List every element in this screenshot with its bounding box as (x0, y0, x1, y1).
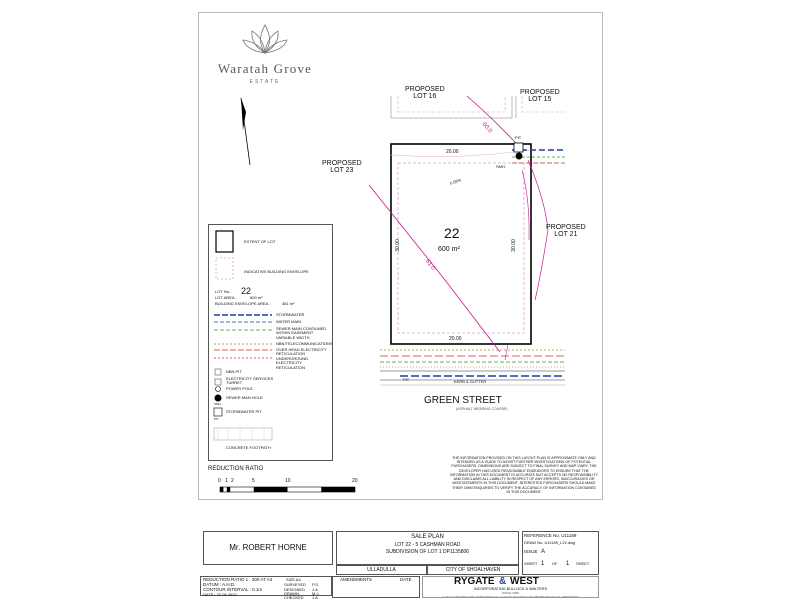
scale-tick-20: 20 (352, 478, 358, 484)
role-surveyed-who: P.S. (312, 582, 320, 587)
kerb-label: KERB & GUTTER (454, 379, 487, 384)
dim-left: 30.00 (394, 239, 401, 252)
legend-stormwater-pit: STORMWATER PIT (226, 409, 262, 414)
sheet-label-2: SHEET (576, 561, 590, 566)
amendments-label: AMENDMENTS (340, 577, 373, 582)
date-info: DATE : 22.06.2022 (203, 592, 237, 597)
legend-lot-area-label: LOT AREA - (215, 295, 237, 300)
slope-label: 5.56% (449, 177, 462, 186)
size-info: SIZE A4 (286, 577, 301, 582)
dim-top: 20.00 (446, 149, 459, 155)
smh-label: SMH (496, 164, 505, 169)
issue-value: A (541, 549, 546, 555)
of-label: OF (552, 561, 558, 566)
dim-bottom: 20.00 (449, 336, 462, 342)
drawing-no: DRAW No. U11189_L22.dwg (524, 540, 576, 545)
legend-overhead: OVER HEAD ELECTRICITY RETICULATION (276, 347, 327, 357)
legend-underground: UNDERGROUND ELECTRICITY RETICULATION (276, 356, 308, 370)
legend-env-area-label: BUILDING ENVELOPE AREA - (215, 301, 271, 306)
locality: ULLADULLA (367, 567, 396, 573)
lot-21-label: PROPOSED LOT 21 (546, 224, 586, 238)
firm-name-left: RYGATE (454, 576, 495, 587)
legend-power-pole: POWER POLE (226, 386, 253, 391)
scale-title: REDUCTION RATIO (208, 466, 264, 472)
legend-stormwater: STORMWATER (276, 312, 305, 317)
role-checked-who: J.A. (312, 595, 319, 600)
legend-nbn-pit: NBN PIT (226, 369, 242, 374)
role-surveyed: SURVEYED (284, 582, 306, 587)
legend-nbn: NBN/TELECOMMUNICATIONS (276, 341, 333, 346)
legend-lot-area: 600 m² (250, 295, 263, 300)
street-name: GREEN STREET (424, 395, 502, 406)
sale-plan-title: SALE PLAN (411, 534, 444, 540)
scale-tick-2: 2 (231, 478, 234, 484)
sheet-number: 1 (541, 561, 545, 567)
client-name: Mr. ROBERT HORNE (229, 543, 307, 552)
reduction-ratio-info: REDUCTION RATIO 1 : 300 AT A4 (203, 577, 273, 582)
contour-label-60: 60.0 (480, 121, 493, 135)
role-designed: DESIGNED (284, 587, 305, 592)
contour-info: CONTOUR INTERVAL : 0.1m (203, 587, 263, 592)
lot-area: 600 m² (438, 246, 460, 253)
brand-name: Waratah Grove (217, 61, 313, 76)
role-drawn: DRAWN (284, 591, 299, 596)
scale-tick-10: 10 (285, 478, 291, 484)
lot-16-label: PROPOSED LOT 16 (405, 86, 445, 100)
legend-sewer-main: SEWER MAIN CONTAINED WITHIN EASEMENT VARIABLE WIDTH (276, 326, 327, 340)
legend-smh-symbol: SMH (214, 402, 221, 406)
firm-since: SINCE 1908 (502, 591, 519, 595)
street-note: (ASPHALT WEARING COURSE) (456, 407, 508, 411)
firm-address: P.O. BOX 592, 388 GREEN STREET ULLADULLA NSW 2539 · P.O. BOX 848, 10/28 QUEEN STREET BATEMANS BAY NSW 2536 · rygatewest.com.au (442, 596, 579, 598)
legend-footpath: CONCRETE FOOTPATH (226, 445, 271, 450)
datum-info: DATUM : A.H.D. (203, 582, 236, 587)
legend-pit-symbol: PIT (214, 417, 219, 421)
pit-label-bottom: PIT (403, 377, 410, 382)
sale-plan-subdivision: SUBDIVISION OF LOT 1 DP1135806 (385, 549, 470, 555)
disclaimer: THE INFORMATION PROVIDED ON THIS LAYOUT PLAN IS APPROXIMATE ONLY AND INTENDED AS A GUIDE TO ASSIST FURTHER INVESTIGATIONS OF POTENTIAL PURCHASERS. DIMENSIONS ARE SUBJECT TO FINAL SURVEY AND MAP VIARY. THE DEVELOPER HAS USED REASONABLE ENDEAVORS TO ENSURE THAT THE INFORMATION IN THIS DOCUMENT IS ACCURATE BUT ACCEPTS NO RESPONSIBILITY AND DISCLAIMS ALL LIABILITY IN RESPECT OF ANY ERRORS, INACCURACIES OR MISSTATEMENTS IN THIS DOCUMENT. INTERESTED PURCHASERS SHOULD MAKE THEIR OWN ENQUIRIES TO VERIFY THE ACCURACY OF INFORMATION CONTAINED IN THIS DOCUMENT. (450, 456, 598, 494)
legend-sewer-man-hole: SEWER MAN HOLE (226, 395, 263, 400)
role-checked: CHECKED (284, 595, 304, 600)
reference-no: REFERENCE No. U11189 (524, 533, 577, 538)
amendments-date-label: DATE (400, 577, 412, 582)
legend-extent-of-lot: EXTENT OF LOT (244, 239, 276, 244)
legend-water-main: WATER MAIN (276, 319, 302, 324)
scale-tick-1: 1 (225, 478, 228, 484)
firm-name-right: WEST (510, 576, 539, 587)
legend-building-envelope: INDICATIVE BUILDING ENVELOPE (244, 269, 309, 274)
issue-label: ISSUE (524, 549, 538, 554)
sale-plan-lot: LOT 22 - 5 CASHMAN ROAD (394, 542, 461, 548)
council: CITY OF SHOALHAVEN (445, 567, 501, 573)
scale-tick-0: 0 (218, 478, 221, 484)
legend-lot-no-label: LOT No. - (215, 289, 233, 294)
firm-tagline: INCORPORATING BULLOCK & WALTERS (473, 587, 548, 591)
sheet-total: 1 (566, 561, 570, 567)
sheet-label: SHEET (524, 561, 538, 566)
contour-label-61: 61.0 (423, 258, 436, 272)
role-drawn-who: M.J. (312, 591, 320, 596)
firm-name-amp: & (499, 576, 507, 587)
lot-23-label: PROPOSED LOT 23 (322, 160, 362, 174)
legend-turret: ELECTRICITY SERVICES TURRET (226, 376, 274, 386)
role-designed-who: J.A. (312, 587, 319, 592)
scale-tick-5: 5 (252, 478, 255, 484)
brand-subtitle: ESTATE (249, 79, 281, 85)
legend-env-area: 381 m² (282, 301, 295, 306)
lot-number: 22 (444, 225, 460, 241)
pit-label-top: PIT (515, 135, 522, 140)
legend-lot-no: 22 (241, 286, 252, 296)
dim-right: 30.00 (510, 239, 517, 252)
lot-15-label: PROPOSED LOT 15 (520, 89, 560, 103)
